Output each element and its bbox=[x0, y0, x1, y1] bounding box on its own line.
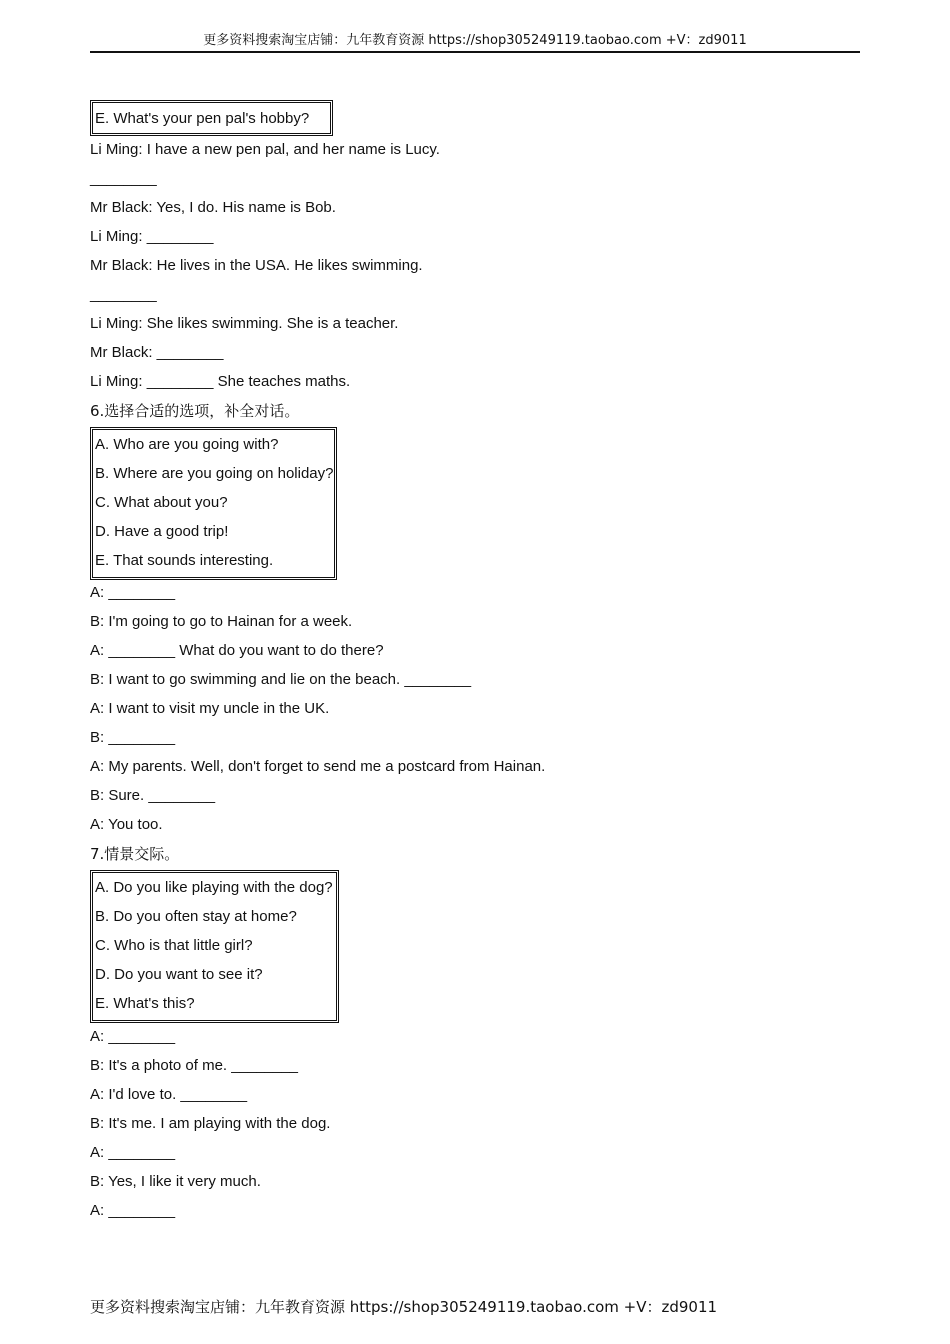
dialogue-line: Mr Black: ________ bbox=[90, 344, 224, 361]
options-box-7 bbox=[90, 870, 339, 1023]
dialogue-line: B: I'm going to go to Hainan for a week. bbox=[90, 613, 353, 630]
option-a: A. Do you like playing with the dog? bbox=[95, 879, 333, 896]
dialogue-line: A: ________ What do you want to do there? bbox=[90, 642, 384, 659]
page-header: 更多资料搜索淘宝店铺：九年教育资源 https://shop305249119.taobao.com +V：zd9011 bbox=[90, 30, 860, 53]
dialogue-line: A: ________ bbox=[90, 584, 176, 601]
option-c: C. Who is that little girl? bbox=[95, 937, 253, 954]
options-box-6 bbox=[90, 427, 337, 580]
section-title-6: 6.选择合适的选项，补全对话。 bbox=[90, 402, 300, 420]
option-a: A. Who are you going with? bbox=[95, 436, 279, 453]
option-e: E. What's this? bbox=[95, 995, 195, 1012]
dialogue-line: A: I'd love to. ________ bbox=[90, 1086, 248, 1103]
dialogue-line: B: It's a photo of me. ________ bbox=[90, 1057, 299, 1074]
page-footer: 更多资料搜索淘宝店铺：九年教育资源 https://shop305249119.taobao.com +V：zd9011 bbox=[90, 1298, 718, 1316]
dialogue-blank-line: ________ bbox=[90, 170, 157, 187]
dialogue-line: Mr Black: Yes, I do. His name is Bob. bbox=[90, 199, 336, 216]
dialogue-line: Li Ming: ________ She teaches maths. bbox=[90, 373, 351, 390]
dialogue-line: A: I want to visit my uncle in the UK. bbox=[90, 700, 330, 717]
dialogue-line: A: ________ bbox=[90, 1028, 176, 1045]
dialogue-line: B: Yes, I like it very much. bbox=[90, 1173, 261, 1190]
dialogue-line: Li Ming: ________ bbox=[90, 228, 214, 245]
dialogue-line: Mr Black: He lives in the USA. He likes swimming. bbox=[90, 257, 423, 274]
option-e: E. That sounds interesting. bbox=[95, 552, 274, 569]
option-b: B. Where are you going on holiday? bbox=[95, 465, 334, 482]
dialogue-blank-line: ________ bbox=[90, 286, 157, 303]
dialogue-line: B: ________ bbox=[90, 729, 176, 746]
dialogue-line: A: ________ bbox=[90, 1144, 176, 1161]
option-d: D. Have a good trip! bbox=[95, 523, 229, 540]
dialogue-line: A: You too. bbox=[90, 816, 163, 833]
option-c: C. What about you? bbox=[95, 494, 228, 511]
options-box-5 bbox=[90, 100, 333, 136]
option-d: D. Do you want to see it? bbox=[95, 966, 263, 983]
dialogue-line: Li Ming: I have a new pen pal, and her name is Lucy. bbox=[90, 141, 440, 158]
dialogue-line: A: My parents. Well, don't forget to send me a postcard from Hainan. bbox=[90, 758, 546, 775]
option-b: B. Do you often stay at home? bbox=[95, 908, 297, 925]
option-e: E. What's your pen pal's hobby? bbox=[95, 110, 310, 127]
dialogue-line: A: ________ bbox=[90, 1202, 176, 1219]
dialogue-line: B: Sure. ________ bbox=[90, 787, 216, 804]
dialogue-line: B: It's me. I am playing with the dog. bbox=[90, 1115, 331, 1132]
section-title-7: 7.情景交际。 bbox=[90, 845, 180, 863]
dialogue-line: Li Ming: She likes swimming. She is a teacher. bbox=[90, 315, 399, 332]
dialogue-line: B: I want to go swimming and lie on the beach. ________ bbox=[90, 671, 472, 688]
